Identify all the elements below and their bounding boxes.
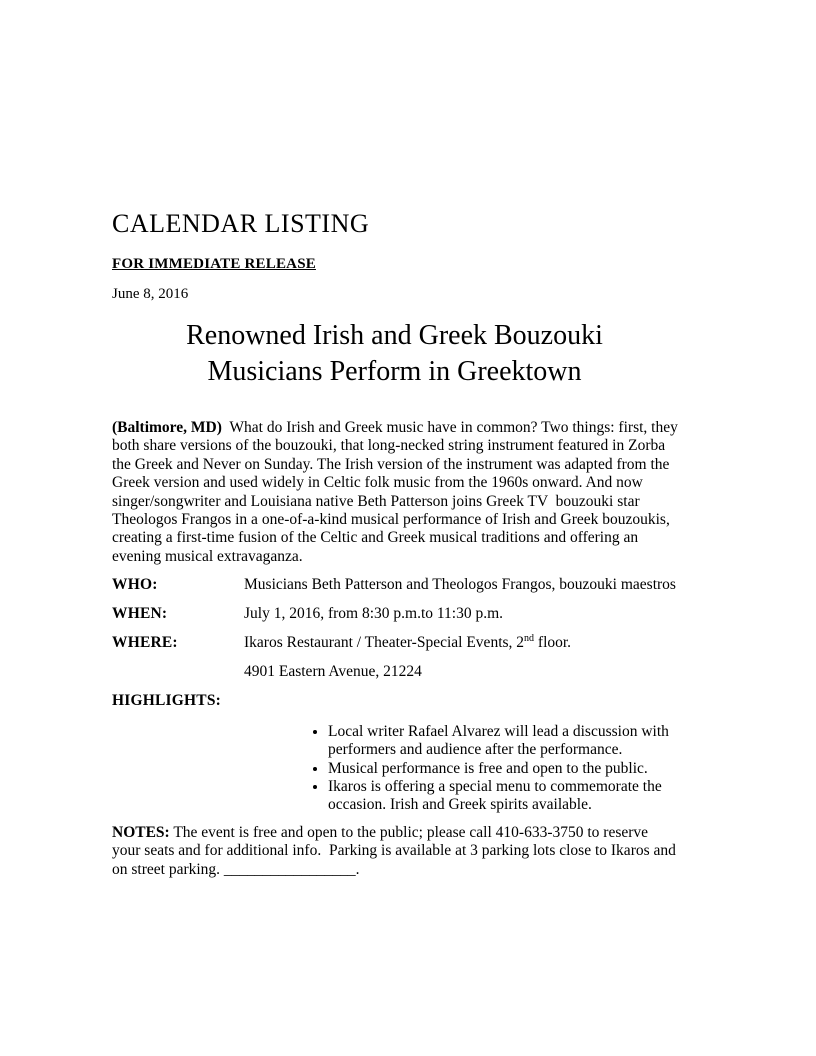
release-line: FOR IMMEDIATE RELEASE [112,255,316,272]
fact-row-where [112,634,679,652]
document-kicker: CALENDAR LISTING [112,209,370,238]
highlight-item: • Musical performance is free and open to the public. [328,760,670,778]
date-line: June 8, 2016 [112,285,189,302]
notes-period: . [355,860,360,878]
where-venue: Ikaros Restaurant / Theater-Special Events, 2 [244,633,525,651]
headline-line-1: Renowned Irish and Greek Bouzouki [186,319,603,351]
fact-sheet [112,576,708,681]
address-label-spacer [112,663,244,681]
highlights-label: HIGHLIGHTS: [112,691,222,709]
fact-row-who [112,576,679,594]
venue-address: 4901 Eastern Avenue, 21224 [244,662,422,680]
highlights-list [305,723,670,815]
fact-row-address [112,663,679,681]
body-paragraph [112,418,682,566]
when-label: WHEN: [112,605,168,623]
headline [112,318,677,390]
when-value: July 1, 2016, from 8:30 p.m.to 11:30 p.m. [244,605,504,623]
notes-paragraph [112,824,679,879]
where-floor: floor. [534,633,572,651]
who-value: Musicians Beth Patterson and Theologos Frangos, bouzouki maestros [244,576,676,594]
headline-line-2: Musicians Perform in Greektown [207,355,582,387]
where-value [244,634,679,652]
ordinal-superscript: nd [524,632,535,644]
who-label: WHO: [112,576,158,594]
where-label: WHERE: [112,633,178,651]
highlight-item: • Local writer Rafael Alvarez will lead a discussion with performers and audience after the performance. [328,723,670,760]
fact-row-when [112,605,679,623]
fill-in-blank: _________________ [223,860,356,878]
highlight-item: • Ikaros is offering a special menu to commemorate the occasion. Irish and Greek spirits available. [328,778,670,815]
notes-label: NOTES: [112,823,170,841]
body-text: What do Irish and Greek music have in common? Two things: first, they both share versions of the bouzouki, that long-necked string instrument featured in Zorba the Greek and Never on Sunday. The Irish version of the instrument was adapted from the Greek version and used widely in Celtic folk music from the 1960s onward. And now singer/songwriter and Louisiana native Beth Patterson joins Greek TV bouzouki star Theologos Frangos in a one-of-a-kind musical performance of Irish and Greek bouzoukis, creating a first-time fusion of the Celtic and Greek musical traditions and offering an evening musical extravaganza. [112,418,682,565]
dateline-lead: (Baltimore, MD) [112,418,222,436]
notes-text: The event is free and open to the public; please call 410-633-3750 to reserve your seats and for additional info. Parking is available at 3 parking lots close to Ikaros and on street parking. [112,823,680,878]
